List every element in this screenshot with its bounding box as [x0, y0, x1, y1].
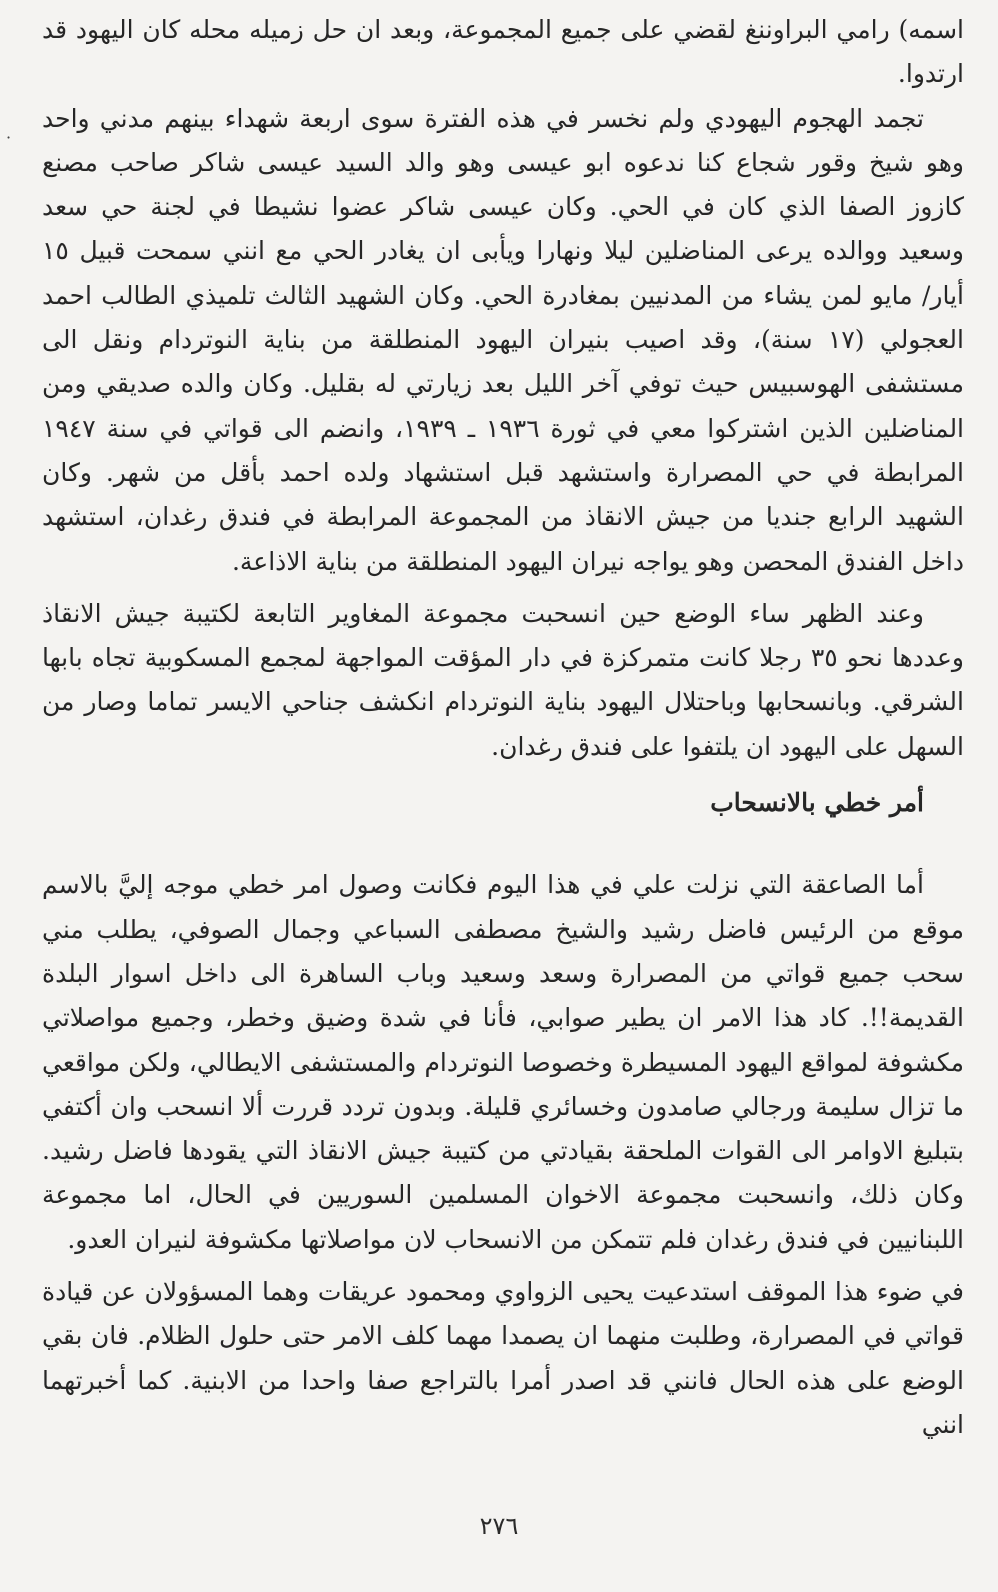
page-number: ٢٧٦ — [479, 1512, 519, 1540]
paragraph-2: تجمد الهجوم اليهودي ولم نخسر في هذه الفترة سوى اربعة شهداء بينهم مدني واحد وهو شيخ وقور شجاع كنا ندعوه ابو عيسى وهو والد السيد عيسى شاكر صاحب مصنع كازوز الصفا الذي كان في الحي. وكان عيسى شاكر عضوا نشيطا في لجنة حي سعد وسعيد ووالده يرعى المناضلين ليلا ونهارا ويأبى ان يغادر الحي مع انني سمحت قبيل ١٥ أيار/ مايو لمن يشاء من المدنيين بمغادرة الحي. وكان الشهيد الثالث تلميذي الطالب احمد العجولي (١٧ سنة)، وقد اصيب بنيران اليهود المنطلقة من بناية النوتردام ونقل الى مستشفى الهوسبيس حيث توفي آخر الليل بعد زيارتي له بقليل. وكان والده صديقي ومن المناضلين الذين اشتركوا معي في ثورة ١٩٣٦ ـ ١٩٣٩، وانضم الى قواتي في سنة ١٩٤٧ المرابطة في حي المصرارة واستشهد قبل استشهاد ولده احمد بأقل من شهر. وكان الشهيد الرابع جنديا من جيش الانقاذ من المجموعة المرابطة في فندق رغدان، استشهد داخل الفندق المحصن وهو يواجه نيران اليهود المنطلقة من بناية الاذاعة. — [42, 103, 965, 576]
paragraph-5: في ضوء هذا الموقف استدعيت يحيى الزواوي ومحمود عريقات وهما المسؤولان عن قيادة قواتي في المصرارة، وطلبت منهما ان يصمدا مهما كلف الامر حتى حلول الظلام. فان بقي الوضع على هذه الحال فانني قد اصدر أمرا بالتراجع صفا واحدا من الابنية. كما أخبرتهما انني — [42, 1277, 964, 1439]
margin-mark: · — [6, 128, 12, 147]
paragraph-3: وعند الظهر ساء الوضع حين انسحبت مجموعة المغاوير التابعة لكتيبة جيش الانقاذ وعددها نحو ٣٥ رجلا كانت متمركزة في دار المؤقت المواجهة لمجمع المسكوبية تجاه بابها الشرقي. وبانسحابها وباحتلال اليهود بناية النوتردام انكشف جناحي الايسر تماما وصار من السهل على اليهود ان يلتفوا على فندق رغدان. — [42, 598, 964, 761]
section-heading: أمر خطي بالانسحاب — [710, 788, 924, 818]
body-text — [42, 8, 964, 1447]
paragraph-4: أما الصاعقة التي نزلت علي في هذا اليوم فكانت وصول امر خطي موجه إليَّ بالاسم موقع من الرئيس فاضل رشيد والشيخ مصطفى السباعي وجمال الصوفي، يطلب مني سحب جميع قواتي من المصرارة وسعد وسعيد وباب الساهرة الى داخل اسوار البلدة القديمة!!. كاد هذا الامر ان يطير صوابي، فأنا في شدة وضيق وخطر، وجميع مواصلاتي مكشوفة لمواقع اليهود المسيطرة وخصوصا النوتردام والمستشفى الايطالي، ولكن مواقعي ما تزال سليمة ورجالي صامدون وخسائري قليلة. وبدون تردد قررت ألا انسحب وان أكتفي بتبليغ الاوامر الى القوات الملحقة بقيادتي من كتيبة جيش الانقاذ التي يقودها فاضل رشيد. وكان ذلك، وانسحبت مجموعة الاخوان المسلمين السوريين في الحال، اما مجموعة اللبنانيين في فندق رغدان فلم تتمكن من الانسحاب لان مواصلاتها مكشوفة لنيران العدو. — [42, 870, 964, 1254]
paragraph-1: اسمه) رامي البراوننغ لقضي على جميع المجموعة، وبعد ان حل زميله محله كان اليهود قد ارتدوا. — [42, 15, 964, 89]
